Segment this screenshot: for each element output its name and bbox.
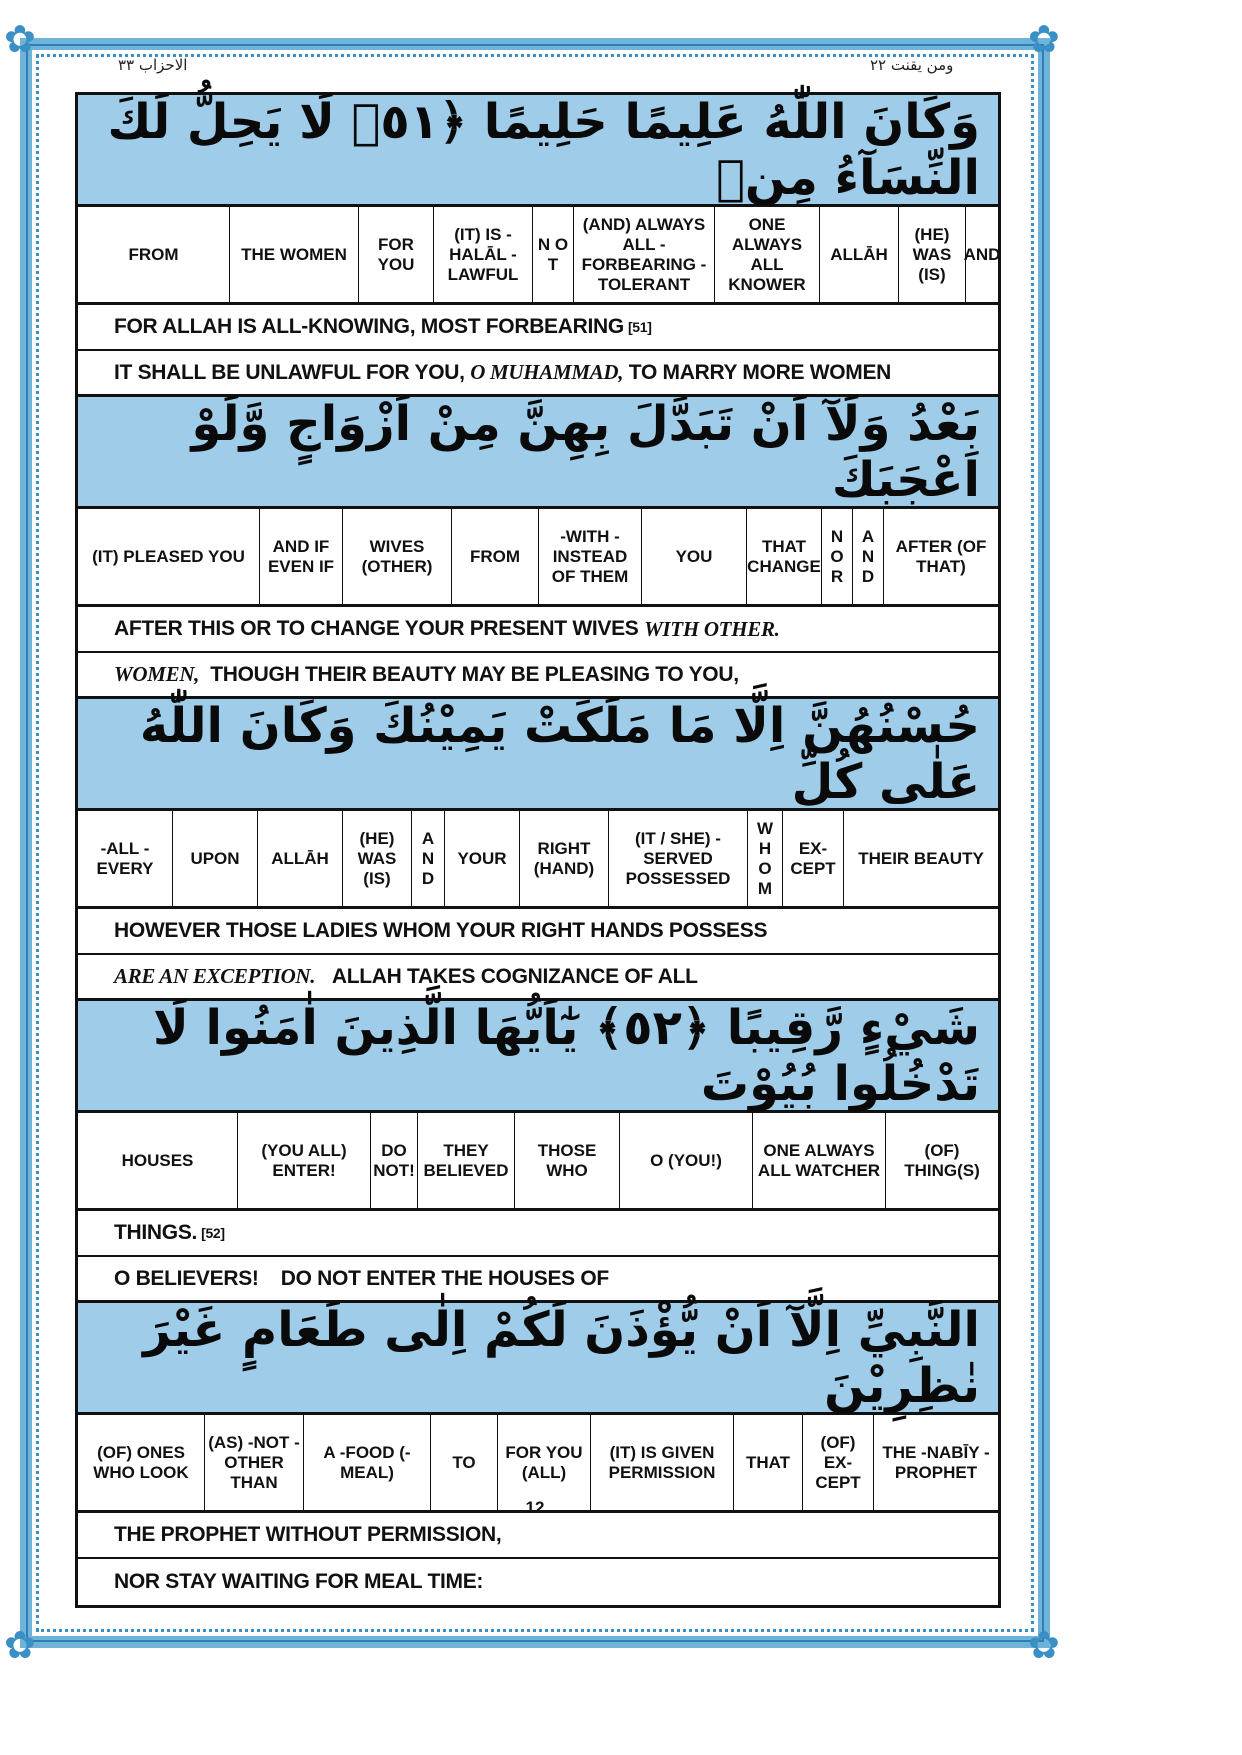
translation-line: IT SHALL BE UNLAWFUL FOR YOU, O MUHAMMAD, TO MARRY MORE WOMEN bbox=[78, 351, 998, 397]
gloss-cell: O (YOU!) bbox=[619, 1113, 752, 1208]
translation-line: NOR STAY WAITING FOR MEAL TIME: bbox=[114, 1570, 484, 1593]
gloss-cell: ALLĀH bbox=[257, 811, 342, 906]
translation-line: THINGS. [52] bbox=[78, 1211, 998, 1257]
gloss-cell: THE -NABĪY -PROPHET bbox=[873, 1415, 998, 1510]
arabic-verse-line: النَّبِيِّ اِلَّآ اَنْ يُّؤْذَنَ لَكُمْ اِلٰى طَعَامٍ غَيْرَ نٰظِرِيْنَ bbox=[78, 1303, 998, 1415]
gloss-cell: THAT bbox=[733, 1415, 802, 1510]
gloss-cell: -ALL -EVERY bbox=[96, 838, 154, 878]
gloss-cell: THAT CHANGE bbox=[746, 509, 821, 604]
gloss-cell: AFTER (OF THAT) bbox=[883, 509, 998, 604]
word-gloss-row bbox=[78, 509, 998, 607]
gloss-cell: FROM bbox=[451, 509, 538, 604]
gloss-cell: THE WOMEN bbox=[229, 207, 358, 302]
translation-line: AFTER THIS OR TO CHANGE YOUR PRESENT WIVES WITH OTHER. bbox=[78, 607, 998, 653]
gloss-cell: -WITH -INSTEAD OF THEM bbox=[538, 509, 641, 604]
gloss-cell: (HE) WAS (IS) bbox=[342, 811, 411, 906]
gloss-cell: (HE) WAS (IS) bbox=[898, 207, 965, 302]
corner-ornament-icon: ✿ bbox=[4, 17, 36, 61]
gloss-cell: EX- CEPT bbox=[782, 811, 843, 906]
gloss-cell: A N D bbox=[411, 811, 444, 906]
arabic-verse-line: حُسْنُهُنَّ اِلَّا مَا مَلَكَتْ يَمِيْنُكَ وَكَانَ اللّٰهُ عَلٰى كُلِّ bbox=[78, 699, 998, 811]
gloss-cell: (IT) IS GIVEN PERMISSION bbox=[590, 1415, 733, 1510]
gloss-cell: (AS) -NOT -OTHER THAN bbox=[204, 1415, 303, 1510]
gloss-cell: (AND) ALWAYS ALL -FORBEARING -TOLERANT bbox=[573, 207, 714, 302]
gloss-cell: (IT) IS -HALĀL -LAWFUL bbox=[433, 207, 532, 302]
gloss-cell: A N D bbox=[852, 509, 883, 604]
gloss-cell: (OF) EX- CEPT bbox=[802, 1415, 873, 1510]
quran-page-content bbox=[75, 92, 1001, 1608]
gloss-cell: (OF) ONES WHO LOOK bbox=[93, 1442, 189, 1482]
gloss-cell: ONE ALWAYS ALL WATCHER bbox=[752, 1113, 885, 1208]
gloss-cell: YOUR bbox=[444, 811, 519, 906]
translation-line: O BELIEVERS! DO NOT ENTER THE HOUSES OF bbox=[78, 1257, 998, 1303]
word-gloss-row bbox=[78, 811, 998, 909]
translation-line: FOR ALLAH IS ALL-KNOWING, MOST FORBEARING [51] bbox=[78, 305, 998, 351]
arabic-verse-line: شَيْءٍ رَّقِيبًا ﴿٥٢﴾ يٰٓاَيُّهَا الَّذِينَ اٰمَنُوا لَا تَدْخُلُوا بُيُوْتَ bbox=[78, 1001, 998, 1113]
word-gloss-row bbox=[78, 1113, 998, 1211]
gloss-cell: ONE ALWAYS ALL KNOWER bbox=[714, 207, 819, 302]
translation-line: HOWEVER THOSE LADIES WHOM YOUR RIGHT HANDS POSSESS bbox=[78, 909, 998, 955]
gloss-cell: FOR YOU (ALL) bbox=[497, 1415, 590, 1510]
gloss-cell: HOUSES bbox=[121, 1150, 194, 1170]
gloss-cell: A -FOOD (-MEAL) bbox=[303, 1415, 430, 1510]
gloss-cell: AND bbox=[965, 207, 998, 302]
word-gloss-row bbox=[78, 207, 1001, 305]
translation-line: THE PROPHET WITHOUT PERMISSION, bbox=[78, 1513, 998, 1559]
gloss-cell: RIGHT (HAND) bbox=[519, 811, 608, 906]
gloss-cell: FROM bbox=[128, 244, 179, 264]
gloss-cell: AND IF EVEN IF bbox=[259, 509, 342, 604]
corner-ornament-icon: ✿ bbox=[1028, 1623, 1060, 1667]
gloss-cell: THEIR BEAUTY bbox=[843, 811, 998, 906]
gloss-cell: DO NOT! bbox=[370, 1113, 417, 1208]
gloss-cell: YOU bbox=[641, 509, 746, 604]
running-title-right: ومن يقنت ٢٢ bbox=[870, 56, 954, 74]
gloss-cell: (IT) PLEASED YOU bbox=[92, 546, 245, 566]
running-title-left: الاحزاب ٣٣ bbox=[118, 56, 188, 74]
corner-ornament-icon: ✿ bbox=[4, 1623, 36, 1667]
corner-ornament-icon: ✿ bbox=[1028, 17, 1060, 61]
translation-line: WOMEN, THOUGH THEIR BEAUTY MAY BE PLEASING TO YOU, bbox=[78, 653, 998, 699]
gloss-cell: THOSE WHO bbox=[514, 1113, 619, 1208]
gloss-cell: UPON bbox=[172, 811, 257, 906]
translation-line: ARE AN EXCEPTION. ALLAH TAKES COGNIZANCE OF ALL bbox=[78, 955, 998, 1001]
gloss-cell: THEY BELIEVED bbox=[417, 1113, 514, 1208]
gloss-cell: N O T bbox=[532, 207, 573, 302]
arabic-verse-line: بَعْدُ وَلَآ اَنْ تَبَدَّلَ بِهِنَّ مِنْ اَزْوَاجٍ وَّلَوْ اَعْجَبَكَ bbox=[78, 397, 998, 509]
gloss-cell: W H O M bbox=[747, 811, 782, 906]
page-number: 12 bbox=[525, 1498, 545, 1517]
gloss-cell: WIVES (OTHER) bbox=[342, 509, 451, 604]
gloss-cell: TO bbox=[430, 1415, 497, 1510]
arabic-verse-line: وَكَانَ اللّٰهُ عَلِيمًا حَلِيمًا ﴿٥١﴾ لَا يَحِلُّ لَكَ النِّسَآءُ مِنۢ bbox=[78, 95, 998, 207]
gloss-cell: (OF) THING(S) bbox=[885, 1113, 998, 1208]
gloss-cell: FOR YOU bbox=[358, 207, 433, 302]
gloss-cell: (YOU ALL) ENTER! bbox=[237, 1113, 370, 1208]
gloss-cell: (IT / SHE) -SERVED POSSESSED bbox=[608, 811, 747, 906]
gloss-cell: N O R bbox=[821, 509, 852, 604]
gloss-cell: ALLĀH bbox=[819, 207, 898, 302]
